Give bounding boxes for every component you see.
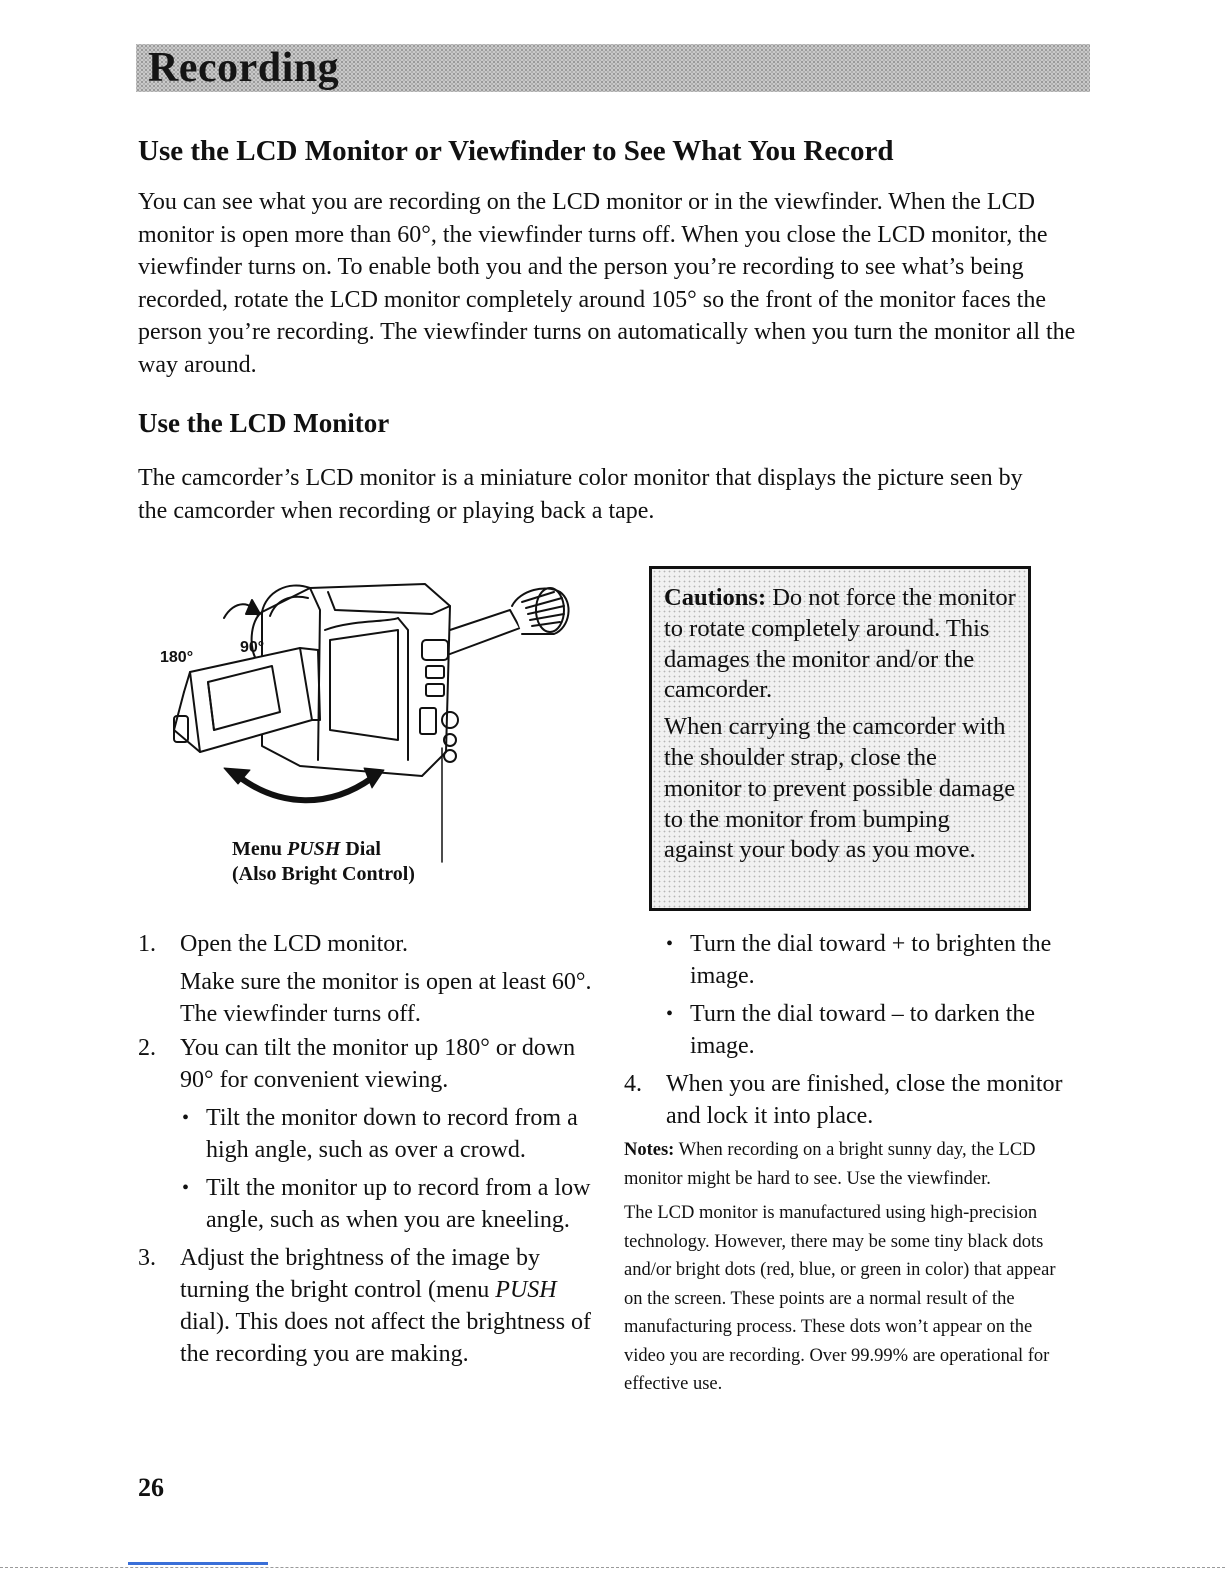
notes <box>624 1136 1064 1399</box>
step-number: 4. <box>624 1071 642 1097</box>
step-number: 3. <box>138 1245 156 1271</box>
angle-90-label: 90° <box>240 639 265 656</box>
caution-paragraph-1: Cautions: Do not force the monitor to rotate completely around. This damages the monitor and/or the camcorder. <box>664 584 1016 704</box>
bullet-item: • Tilt the monitor up to record from a low angle, such as when you are kneeling. <box>180 1172 598 1236</box>
footer-divider <box>0 1567 1225 1568</box>
notes-label: Notes: <box>624 1140 675 1160</box>
note-1: Notes: When recording on a bright sunny day, the LCD monitor might be hard to see. Use the viewfinder. <box>624 1140 1036 1189</box>
subheading-lcd-monitor: Use the LCD Monitor <box>138 408 390 438</box>
step-text: You can tilt the monitor up 180° or down 90° for convenient viewing. <box>180 1035 576 1093</box>
bullet-item: • Turn the dial toward – to darken the image. <box>664 998 1064 1062</box>
step-4 <box>624 1068 1064 1132</box>
page-heading: Use the LCD Monitor or Viewfinder to See What You Record <box>138 135 894 167</box>
intro-paragraph: You can see what you are recording on the LCD monitor or in the viewfinder. When the LCD monitor is open more than 60°, the viewfinder turns off. When you close the LCD monitor, the viewfinder turns on. To enable both you and the person you’re recording to see what’s being recorded, rotate the LCD monitor completely around 105° so the front of the monitor faces the person you’re recording. The viewfinder turns on automatically when you turn the monitor all the way around. <box>138 189 1076 378</box>
section-banner <box>136 44 1090 92</box>
step-subtext: Make sure the monitor is open at least 60°. The viewfinder turns off. <box>180 969 592 1027</box>
caution-box <box>649 566 1031 911</box>
steps-right-column <box>624 928 1064 1405</box>
step-2 <box>138 1032 598 1236</box>
step-1 <box>138 928 598 1030</box>
section-title: Recording <box>148 45 340 91</box>
lcd-paragraph: The camcorder’s LCD monitor is a miniature color monitor that displays the picture seen by the camcorder when recording or playing back a tape. <box>138 465 1023 524</box>
step-bullets <box>180 1102 598 1236</box>
footer-accent <box>128 1562 268 1565</box>
step-text: Adjust the brightness of the image by turning the bright control (menu PUSH dial). This does not affect the brightness of the recording you are making. <box>180 1245 592 1367</box>
note-2: The LCD monitor is manufactured using high-precision technology. However, there may be some tiny black dots and/or bright dots (red, blue, or green in color) that appear on the screen. These points are a normal result of the manufacturing process. These dots won’t appear on the video you are recording. Over 99.99% are operational for effective use. <box>624 1203 1056 1394</box>
page-number: 26 <box>138 1473 164 1502</box>
caution-label: Cautions: <box>664 584 767 611</box>
illustration-caption-line2: (Also Bright Control) <box>232 863 415 885</box>
illustration-caption-line1: Menu PUSH Dial <box>232 838 381 860</box>
steps-left-column <box>138 928 598 1372</box>
angle-180-label: 180° <box>160 649 194 666</box>
step-text: Open the LCD monitor. <box>180 931 408 957</box>
bullet-item: • Turn the dial toward + to brighten the image. <box>664 928 1064 992</box>
brightness-bullets <box>624 928 1064 1062</box>
step-text: When you are finished, close the monitor and lock it into place. <box>666 1071 1063 1129</box>
step-number: 2. <box>138 1035 156 1061</box>
step-number: 1. <box>138 931 156 957</box>
step-3 <box>138 1242 598 1370</box>
caution-paragraph-2: When carrying the camcorder with the shoulder strap, close the monitor to prevent possible damage to the monitor from bumping against your body as you move. <box>664 713 1016 864</box>
bullet-item: • Tilt the monitor down to record from a high angle, such as over a crowd. <box>180 1102 598 1166</box>
